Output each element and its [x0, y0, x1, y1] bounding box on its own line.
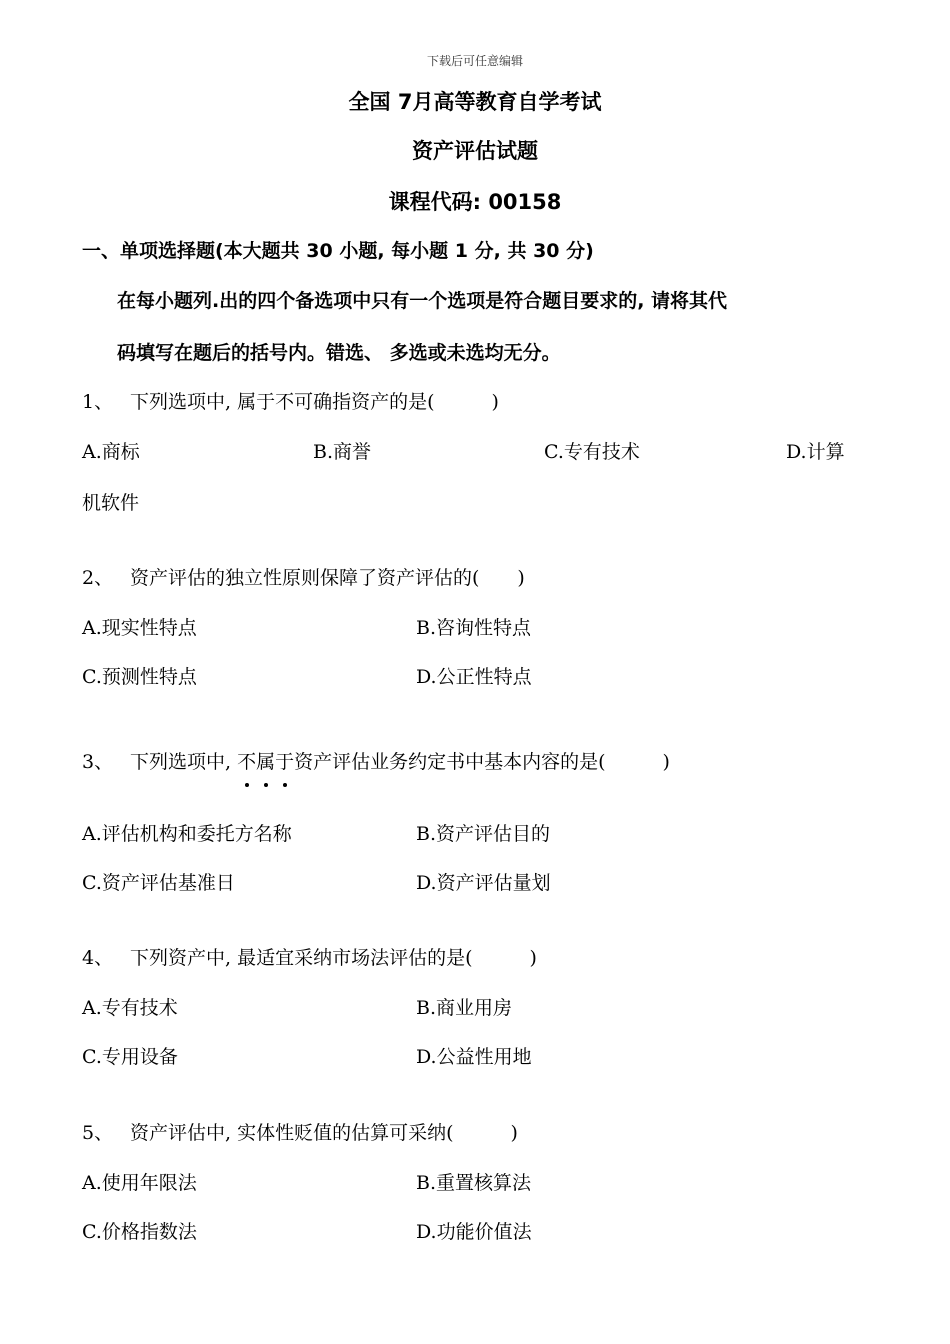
option-d: D.公益性用地 — [416, 1046, 532, 1068]
question-text: 下列资产中, 最适宜采纳市场法评估的是( ) — [130, 947, 537, 969]
course-code: 课程代码: 00158 — [388, 190, 562, 214]
question-number: 2、 — [82, 567, 114, 589]
question-3 — [82, 747, 670, 774]
option-a: A.商标 — [82, 441, 140, 463]
option-a: A.专有技术 — [82, 997, 178, 1019]
question-text: 资产评估的独立性原则保障了资产评估的( ) — [130, 567, 525, 589]
option-b: B.咨询性特点 — [416, 617, 532, 639]
question-text: 下列选项中, 属于不可确指资产的是( ) — [130, 391, 499, 413]
question-number: 4、 — [82, 947, 114, 969]
option-c: C.专有技术 — [544, 441, 640, 463]
option-d-wrap: 机软件 — [82, 492, 140, 514]
option-c: C.价格指数法 — [82, 1221, 197, 1243]
option-d: D.计算 — [786, 441, 845, 463]
question-2 — [82, 563, 525, 590]
option-d: D.公正性特点 — [416, 666, 532, 688]
option-b: B.重置核算法 — [416, 1172, 532, 1194]
option-d: D.功能价值法 — [416, 1221, 532, 1243]
option-a: A.评估机构和委托方名称 — [82, 823, 292, 845]
question-text-post: 资产评估业务约定书中基本内容的是( ) — [294, 751, 670, 773]
instruction-line-2: 码填写在题后的括号内。错选、 多选或未选均无分。 — [117, 342, 561, 364]
option-c: C.预测性特点 — [82, 666, 197, 688]
instruction-line-1: 在每小题列.出的四个备选项中只有一个选项是符合题目要求的, 请将其代 — [117, 290, 728, 312]
emphasis-char: 属 — [256, 747, 275, 774]
option-a: A.现实性特点 — [82, 617, 197, 639]
option-b: B.资产评估目的 — [416, 823, 551, 845]
question-text-pre: 下列选项中, — [130, 751, 238, 773]
emphasis-char: 于 — [275, 747, 294, 774]
option-a: A.使用年限法 — [82, 1172, 197, 1194]
option-c: C.专用设备 — [82, 1046, 178, 1068]
question-5 — [82, 1118, 518, 1145]
option-b: B.商业用房 — [416, 997, 513, 1019]
option-c: C.资产评估基准日 — [82, 872, 235, 894]
exam-subject: 资产评估试题 — [412, 139, 538, 163]
question-text: 资产评估中, 实体性贬值的估算可采纳( ) — [130, 1122, 518, 1144]
section-heading: 一、单项选择题(本大题共 30 小题, 每小题 1 分, 共 30 分) — [82, 240, 594, 262]
question-number: 1、 — [82, 391, 114, 413]
question-1 — [82, 387, 499, 414]
question-4 — [82, 943, 537, 970]
header-note: 下载后可任意编辑 — [426, 54, 523, 68]
question-number: 5、 — [82, 1122, 114, 1144]
question-number: 3、 — [82, 751, 114, 773]
exam-title: 全国 7月高等教育自学考试 — [348, 90, 602, 114]
option-b: B.商誉 — [313, 441, 372, 463]
emphasis-char: 不 — [237, 747, 256, 774]
option-d: D.资产评估量划 — [416, 872, 551, 894]
